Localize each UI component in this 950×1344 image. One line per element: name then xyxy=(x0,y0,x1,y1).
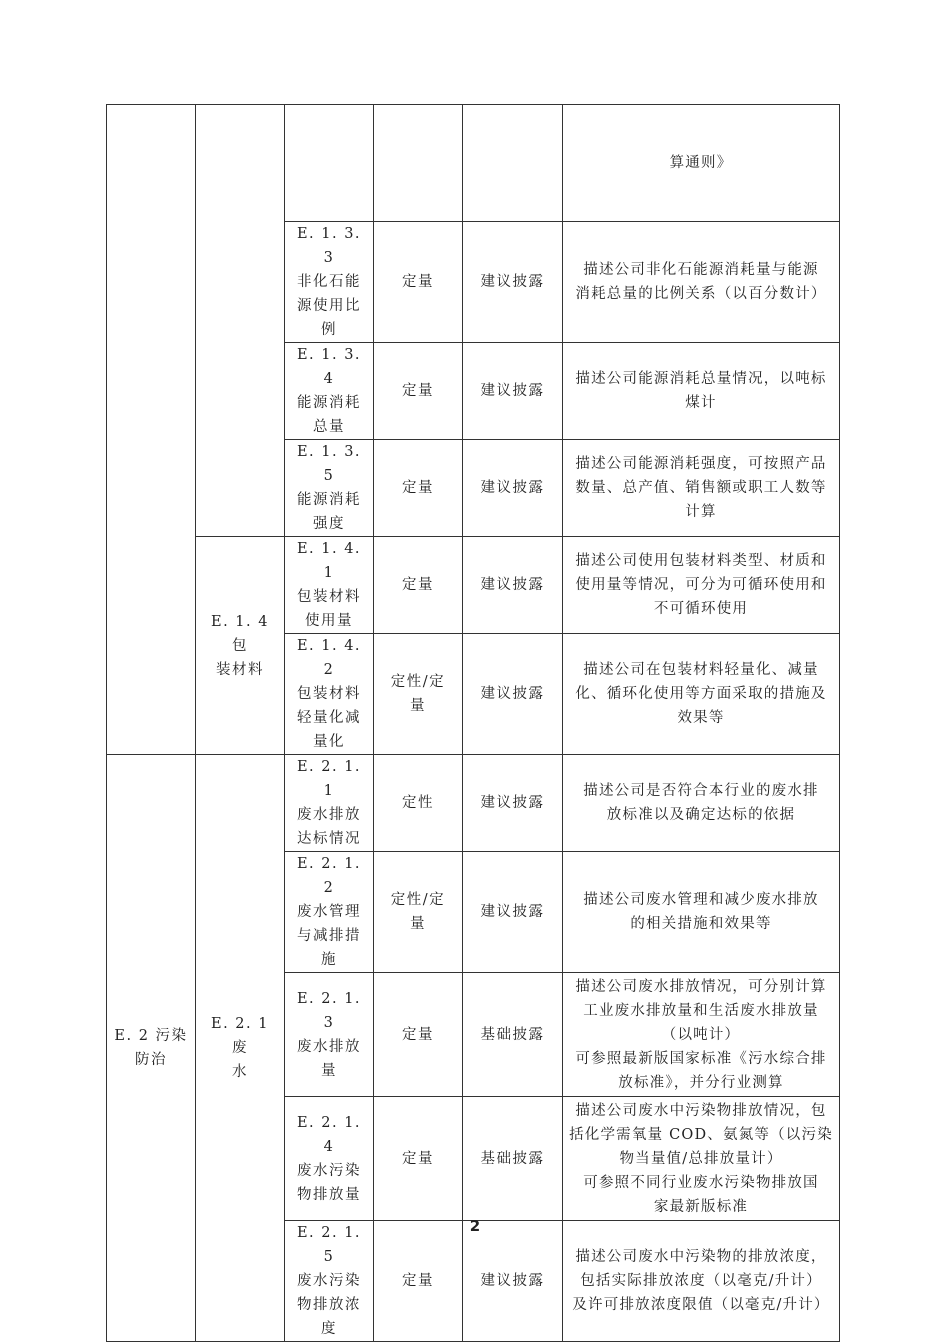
description-cell: 描述公司非化石能源消耗量与能源 消耗总量的比例关系（以百分数计） xyxy=(563,222,840,343)
type-cell: 定性/定 量 xyxy=(374,852,463,973)
indicator-cell: E. 1. 4. 2 包装材料 轻量化减 量化 xyxy=(285,634,374,755)
indicator-cell: E. 1. 3. 3 非化石能 源使用比 例 xyxy=(285,222,374,343)
level-cell: 基础披露 xyxy=(463,973,563,1097)
level-cell: 建议披露 xyxy=(463,1221,563,1342)
description-line: 算通则》 xyxy=(669,155,733,171)
type-cell xyxy=(374,105,463,222)
level-cell: 建议披露 xyxy=(463,222,563,343)
indicator-cell: E. 1. 3. 4 能源消耗 总量 xyxy=(285,343,374,440)
level-cell: 建议披露 xyxy=(463,343,563,440)
description-cell: 描述公司废水排放情况，可分别计算 工业废水排放量和生活废水排放量 （以吨计） 可参照最新版国家标准《污水综合排 放标准》，并分行业测算 xyxy=(563,973,840,1097)
level-cell: 建议披露 xyxy=(463,755,563,852)
indicator-cell: E. 2. 1. 3 废水排放 量 xyxy=(285,973,374,1097)
indicator-cell xyxy=(285,105,374,222)
type-cell: 定量 xyxy=(374,440,463,537)
table-row xyxy=(107,537,840,634)
table-row xyxy=(107,755,840,852)
type-cell: 定量 xyxy=(374,973,463,1097)
description-cell: 描述公司废水中污染物排放情况，包 括化学需氧量 COD、氨氮等（以污染 物当量值/总排放量计） 可参照不同行业废水污染物排放国 家最新版标准 xyxy=(563,1097,840,1221)
description-cell: 描述公司废水管理和减少废水排放 的相关措施和效果等 xyxy=(563,852,840,973)
subcategory-cell: E. 1. 4 包 装材料 xyxy=(196,537,285,755)
description-cell: 描述公司在包装材料轻量化、减量 化、循环化使用等方面采取的措施及 效果等 xyxy=(563,634,840,755)
indicator-cell: E. 2. 1. 5 废水污染 物排放浓 度 xyxy=(285,1221,374,1342)
indicator-cell: E. 2. 1. 4 废水污染 物排放量 xyxy=(285,1097,374,1221)
indicator-cell: E. 2. 1. 1 废水排放 达标情况 xyxy=(285,755,374,852)
type-cell: 定量 xyxy=(374,1097,463,1221)
page-number: 2 xyxy=(469,1217,481,1235)
level-cell: 建议披露 xyxy=(463,537,563,634)
indicator-cell: E. 1. 4. 1 包装材料 使用量 xyxy=(285,537,374,634)
description-cell: 描述公司能源消耗强度，可按照产品 数量、总产值、销售额或职工人数等 计算 xyxy=(563,440,840,537)
type-cell: 定量 xyxy=(374,537,463,634)
indicator-cell: E. 2. 1. 2 废水管理 与减排措 施 xyxy=(285,852,374,973)
subcategory-cell: E. 2. 1 废 水 xyxy=(196,755,285,1342)
level-cell: 建议披露 xyxy=(463,440,563,537)
indicator-cell: E. 1. 3. 5 能源消耗 强度 xyxy=(285,440,374,537)
description-cell: 描述公司是否符合本行业的废水排 放标准以及确定达标的依据 xyxy=(563,755,840,852)
disclosure-table xyxy=(106,104,840,1342)
level-cell xyxy=(463,105,563,222)
subcategory-cell-continued xyxy=(196,105,285,537)
level-cell: 建议披露 xyxy=(463,852,563,973)
category-cell-continued xyxy=(107,105,196,755)
type-cell: 定量 xyxy=(374,343,463,440)
type-cell: 定量 xyxy=(374,222,463,343)
category-cell: E. 2 污染 防治 xyxy=(107,755,196,1342)
type-cell: 定性/定 量 xyxy=(374,634,463,755)
description-cell: 描述公司废水中污染物的排放浓度， 包括实际排放浓度（以毫克/升计） 及许可排放浓度限值（以毫克/升计） xyxy=(563,1221,840,1342)
description-cell: 描述公司能源消耗总量情况，以吨标 煤计 xyxy=(563,343,840,440)
level-cell: 建议披露 xyxy=(463,634,563,755)
type-cell: 定性 xyxy=(374,755,463,852)
type-cell: 定量 xyxy=(374,1221,463,1342)
level-cell: 基础披露 xyxy=(463,1097,563,1221)
description-cell: 描述公司使用包装材料类型、材质和 使用量等情况，可分为可循环使用和 不可循环使用 xyxy=(563,537,840,634)
description-cell xyxy=(563,105,840,222)
